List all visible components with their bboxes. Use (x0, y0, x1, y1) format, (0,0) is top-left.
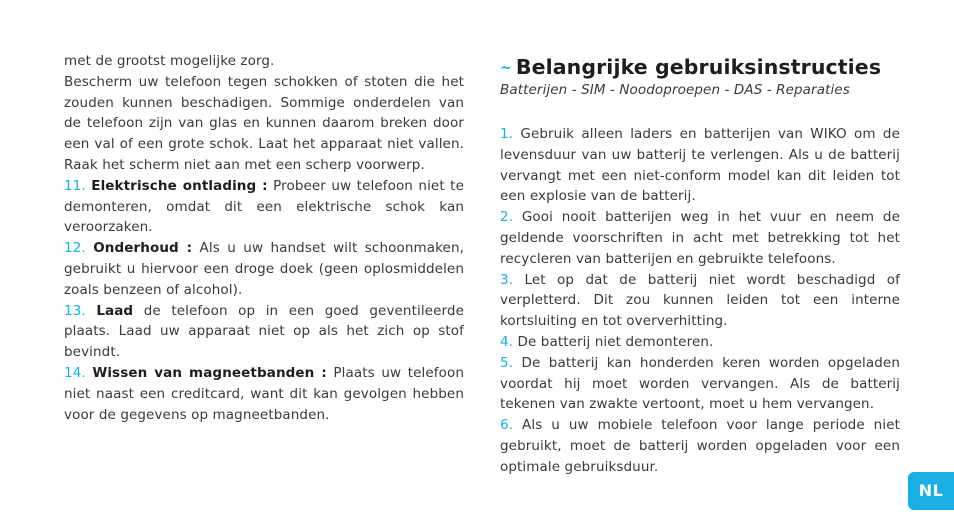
list-item-6 (500, 415, 900, 477)
item-number: 3. (500, 271, 514, 288)
item-term: Onderhoud : (93, 240, 193, 257)
item-number: 2. (500, 209, 514, 226)
section-subheading: Batterijen - SIM - Noodoproepen - DAS - Reparaties (500, 82, 850, 98)
item-number: 5. (500, 354, 514, 371)
list-item-5 (500, 353, 900, 415)
item-number: 4. (500, 333, 514, 350)
item-text: Als u uw mobiele telefoon voor lange periode niet gebruikt, moet de batterij worden opgeladen voor een optimale gebruiksduur. (500, 417, 900, 475)
list-item-3 (500, 270, 900, 332)
item-text: De batterij kan honderden keren worden opgeladen voordat hij moet worden vervangen. Als de batterij tekenen van zwakte vertoont, moet u hem vervangen. (500, 354, 900, 413)
heading-text: Belangrijke gebruiksinstructies (515, 55, 882, 79)
item-text: Probeer uw telefoon niet te demonteren, omdat dit een elektrische schok kan veroorzaken. (64, 177, 464, 236)
item-term: Elektrische ontlading : (91, 177, 268, 194)
item-text: Gebruik alleen laders en batterijen van WIKO om de levensduur van uw batterij te verlengen. Als u de batterij vervangt met een niet-conform model kan dit leiden tot een explosie van de batterij. (500, 126, 900, 205)
left-column (64, 51, 464, 425)
list-item-12 (64, 238, 464, 300)
item-term: Laad (96, 302, 134, 319)
list-item-1 (500, 124, 900, 207)
item-number: 13. (64, 302, 86, 319)
heading-tilde: ~ (500, 60, 512, 76)
item-text: de telefoon op in een goed geventileerde plaats. Laad uw apparaat niet op als het zich op stof bevindt. (64, 302, 464, 361)
item-number: 12. (64, 240, 86, 257)
item-text: Als u uw handset wilt schoonmaken, gebruikt u hiervoor een droge doek (geen oplosmiddelen zoals benzeen of alcohol). (64, 240, 464, 298)
intro-line: met de grootst mogelijke zorg. (64, 53, 275, 69)
item-text: Let op dat de batterij niet wordt beschadigd of verpletterd. Dit zou kunnen leiden tot een interne kortsluiting en tot oververhitting. (500, 271, 900, 330)
intro-paragraph: Bescherm uw telefoon tegen schokken of stoten die het zouden kunnen beschadigen. Sommige onderdelen van de telefoon zijn van glas en kunnen daarom breken door een val of een grote schok. Laat het apparaat niet vallen. Raak het scherm niet aan met een scherp voorwerp. (64, 73, 464, 173)
list-item-11 (64, 176, 464, 238)
item-term: Wissen van magneetbanden : (92, 364, 327, 381)
item-text: Plaats uw telefoon niet naast een creditcard, want dit kan gevolgen hebben voor de gegevens op magneetbanden. (64, 364, 464, 423)
item-number: 1. (500, 126, 514, 142)
list-item-4 (500, 332, 900, 353)
list-item-2 (500, 207, 900, 269)
item-number: 6. (500, 417, 514, 434)
item-text: Gooi nooit batterijen weg in het vuur en neem de geldende voorschriften in acht met betrekking tot het recycleren van batterijen en gebruikte telefoons. (500, 209, 900, 267)
right-column (500, 54, 900, 478)
item-text: De batterij niet demonteren. (513, 333, 714, 350)
list-item-13 (64, 301, 464, 363)
item-number: 14. (64, 364, 86, 381)
item-number: 11. (64, 177, 86, 194)
language-badge: NL (908, 472, 954, 510)
list-item-14 (64, 363, 464, 425)
section-heading (500, 54, 900, 81)
